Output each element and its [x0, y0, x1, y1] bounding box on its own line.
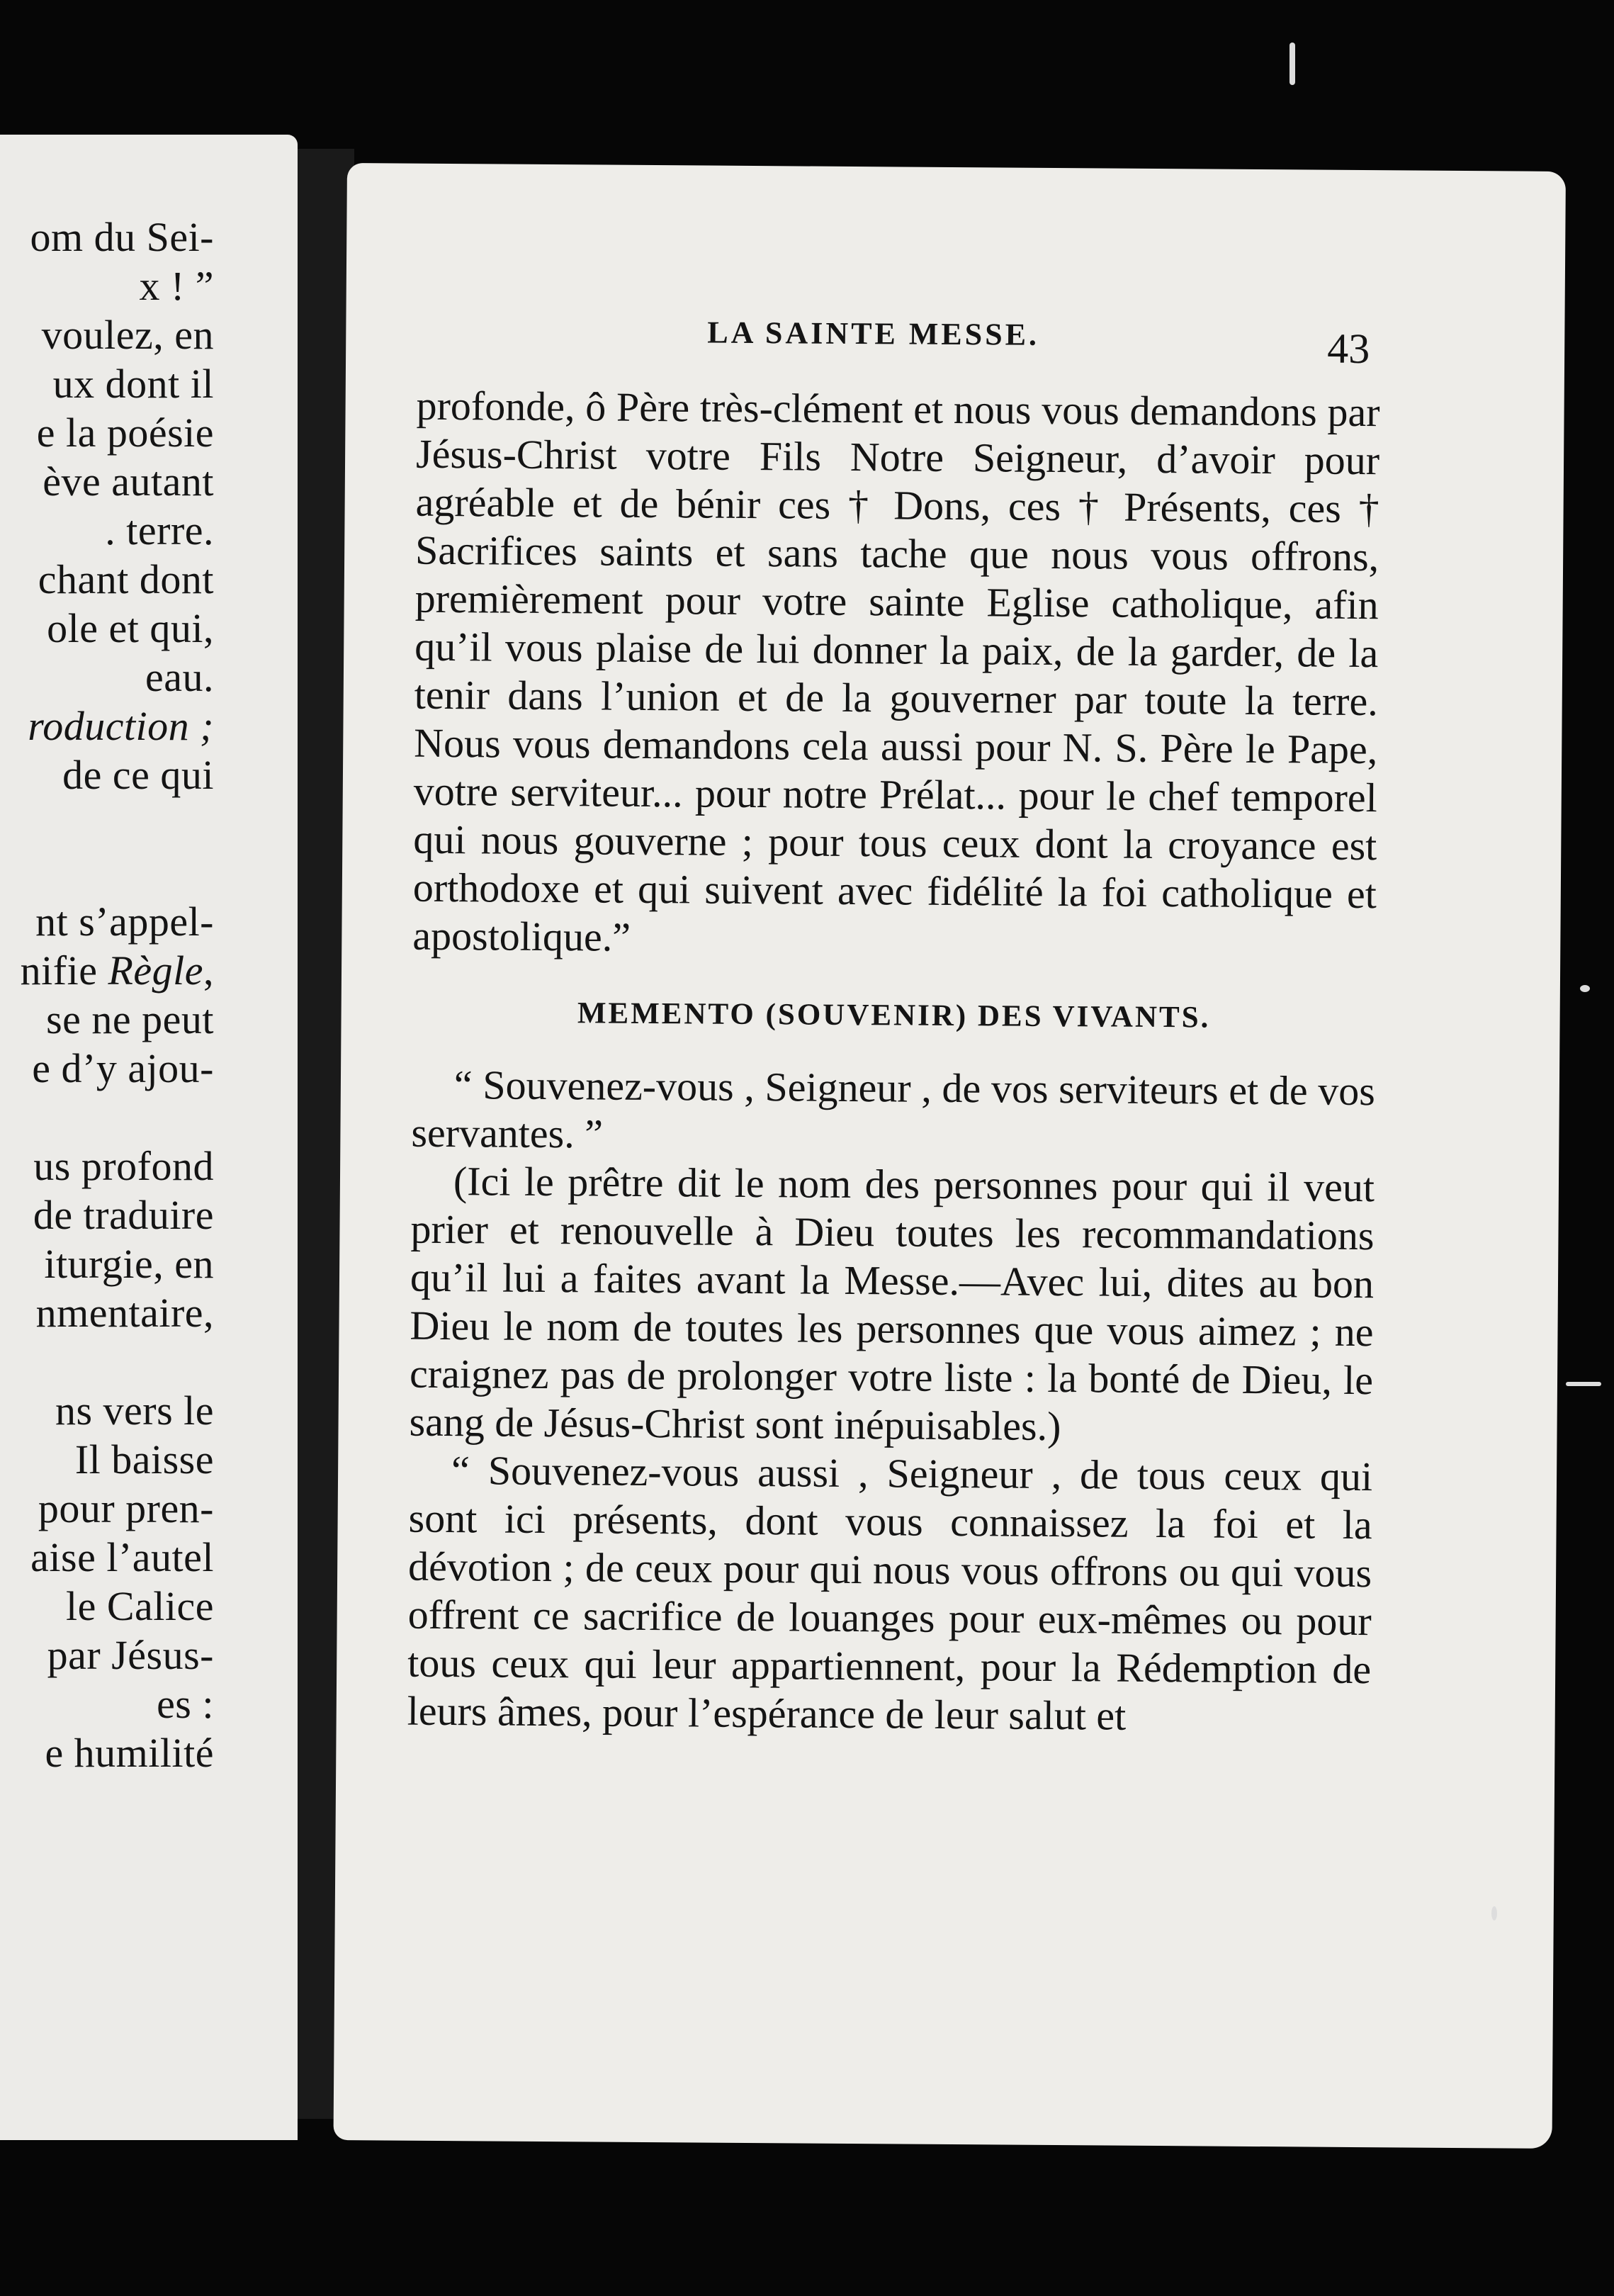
left-page-line: voulez, en	[41, 312, 214, 358]
running-head: LA SAINTE MESSE.	[707, 315, 1040, 352]
left-page-line: ns vers le	[55, 1388, 214, 1434]
paragraph-4: “ Souvenez-vous aussi , Seigneur , de tous ceux qui sont ici présents, dont vous connaissez la foi et la dévotion ; de ceux pour qui nous vous offrons ou qui vous offrent ce sacrifice de louanges pour eux-mêmes ou pour tous ceux qui leur appartiennent, pour la Rédemption de leurs âmes, pour l’espérance de leur salut et	[407, 1447, 1373, 1739]
left-page-line: pour pren-	[38, 1485, 214, 1531]
left-page-line: nt s’appel-	[35, 899, 214, 945]
paragraph-1: profonde, ô Père très-clément et nous vous demandons par Jésus-Christ votre Fils Notre Seigneur, d’avoir pour agréable et de bénir ces † Dons, ces † Présents, ces † Sacrifices saints et sans tache que nous vous offrons, premièrement pour votre sainte Eglise catholique, afin qu’il vous plaise de lui donner la paix, de la garder, de la tenir dans l’union et de la gouverner par toute la terre. Nous vous demandons cela aussi pour N. S. Père le Pape, votre serviteur... pour notre Prélat... pour le chef temporel qui nous gouverne ; pour tous ceux dont la croyance est orthodoxe et qui suivent avec fidélité la foi catholique et apostolique.”	[412, 382, 1380, 960]
left-page-line: nmentaire,	[35, 1290, 214, 1336]
left-page-line: nifie Règle,	[20, 947, 214, 994]
section-heading: MEMENTO (SOUVENIR) DES VIVANTS.	[577, 996, 1211, 1035]
left-page-line: se ne peut	[46, 996, 214, 1042]
dust-speck	[1289, 43, 1295, 85]
paragraph-3: (Ici le prêtre dit le nom des personnes pour qui il veut prier et renouvelle à Dieu toutes les recommandations qu’il lui a faites avant la Messe.—Avec lui, dites au bon Dieu le nom de toutes les personnes que vous aimez ; ne craignez pas de prolonger votre liste : la bonté de Dieu, le sang de Jésus-Christ sont inépuisables.)	[409, 1158, 1375, 1450]
left-page-line: chant dont	[38, 556, 214, 602]
dust-speck	[1491, 1906, 1497, 1920]
dust-speck	[1580, 985, 1590, 992]
left-page-line: us profond	[33, 1143, 214, 1189]
left-page-line: e d’y ajou-	[32, 1045, 214, 1091]
dust-speck	[1566, 1382, 1601, 1386]
left-page-line: . terre.	[105, 507, 214, 553]
left-page-line: e humilité	[45, 1730, 214, 1776]
right-page	[334, 163, 1566, 2149]
body-text	[407, 382, 1380, 1742]
left-page-line: e la poésie	[36, 410, 214, 456]
left-page-line: es :	[157, 1681, 214, 1727]
left-page-line: de ce qui	[62, 752, 214, 798]
left-page	[0, 135, 298, 2140]
left-page-line: iturgie, en	[44, 1241, 214, 1287]
left-page-line: le Calice	[65, 1583, 214, 1629]
left-page-line: Il baisse	[74, 1436, 214, 1482]
left-page-line: ux dont il	[52, 361, 214, 407]
left-page-line: eau.	[145, 654, 214, 700]
page-number: 43	[1326, 325, 1370, 373]
left-page-line: de traduire	[33, 1192, 214, 1238]
paragraph-2: “ Souvenez-vous , Seigneur , de vos serviteurs et de vos servantes. ”	[411, 1062, 1376, 1157]
left-page-line: ève autant	[43, 458, 214, 505]
left-page-line: ole et qui,	[47, 605, 214, 651]
left-page-line: roduction ;	[28, 703, 214, 749]
left-page-line: x ! ”	[139, 263, 214, 309]
left-page-line: par Jésus-	[47, 1632, 214, 1678]
left-page-line: aise l’autel	[30, 1534, 214, 1580]
left-page-line: om du Sei-	[30, 214, 214, 260]
